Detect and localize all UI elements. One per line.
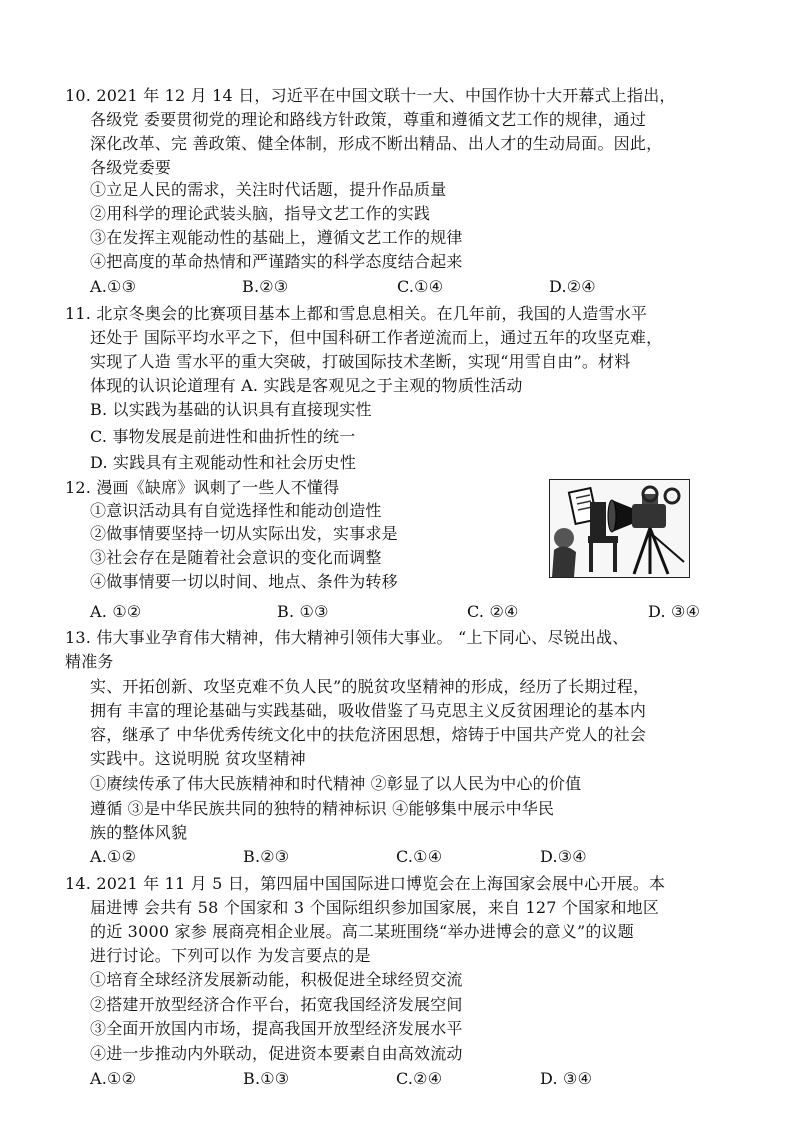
q10-line: 各级党委要 xyxy=(90,158,172,177)
q14-statement: ③全面开放国内市场，提高我国开放型经济发展水平 xyxy=(90,1019,463,1038)
q13-statement: 族的整体风貌 xyxy=(90,823,188,842)
q12-option-c[interactable]: C. ②④ xyxy=(467,602,519,621)
q13-option-d[interactable]: D.③④ xyxy=(540,847,587,866)
cartoon-image xyxy=(549,479,690,578)
q12-statement: ①意识活动具有自觉选择性和能动创造性 xyxy=(90,501,382,520)
q10-option-d[interactable]: D.②④ xyxy=(549,277,596,296)
q14-statement: ④进一步推动内外联动，促进资本要素自由高效流动 xyxy=(90,1044,463,1063)
q13-option-a[interactable]: A.①② xyxy=(90,847,137,866)
q11-line: 11. 北京冬奥会的比赛项目基本上都和雪息息相关。在几年前，我国的人造雪水平 xyxy=(65,304,648,323)
q13-line: 实践中。这说明脱 贫攻坚精神 xyxy=(90,749,306,768)
q10-line: 各级党 委要贯彻党的理论和路线方针政策，尊重和遵循文艺工作的规律，通过 xyxy=(90,110,647,129)
q13-line: 实、开拓创新、攻坚克难不负人民”的脱贫攻坚精神的形成，经历了长期过程， xyxy=(90,677,650,696)
q13-statement: ①赓续传承了伟大民族精神和时代精神 ②彰显了以人民为中心的价值 xyxy=(90,774,582,793)
q14-line: 进行讨论。下列可以作 为发言要点的是 xyxy=(90,946,371,965)
q14-line: 的近 3000 家参 展商亮相企业展。高二某班围绕“举办进博会的意义”的议题 xyxy=(90,922,634,941)
q13-statement: 遵循 ③是中华民族共同的独特的精神标识 ④能够集中展示中华民 xyxy=(90,799,555,818)
cartoon-illustration xyxy=(550,480,689,577)
q11-option-c[interactable]: C. 事物发展是前进性和曲折性的统一 xyxy=(90,427,356,446)
q12-statement: ②做事情要坚持一切从实际出发，实事求是 xyxy=(90,524,398,543)
q14-option-d[interactable]: D. ③④ xyxy=(540,1069,593,1088)
q12-option-a[interactable]: A. ①② xyxy=(90,602,142,621)
q13-option-c[interactable]: C.①④ xyxy=(396,847,443,866)
q10-statement: ④把高度的革命热情和严谨踏实的科学态度结合起来 xyxy=(90,252,463,271)
q10-line: 深化改革、完 善政策、健全体制，形成不断出精品、出人才的生动局面。因此， xyxy=(90,134,663,153)
q13-line: 容，继承了 中华优秀传统文化中的扶危济困思想，熔铸于中国共产党人的社会 xyxy=(90,725,647,744)
q10-line: 10. 2021 年 12 月 14 日，习近平在中国文联十一大、中国作协十大开幕式上指出， xyxy=(65,86,676,105)
q14-option-a[interactable]: A.①② xyxy=(90,1069,137,1088)
q10-option-b[interactable]: B.②③ xyxy=(242,277,289,296)
q13-line: 拥有 丰富的理论基础与实践基础，吸收借鉴了马克思主义反贫困理论的基本内 xyxy=(90,701,647,720)
q10-option-a[interactable]: A.①③ xyxy=(90,277,137,296)
q11-line: 还处于 国际平均水平之下，但中国科研工作者逆流而上，通过五年的攻坚克难， xyxy=(90,328,663,347)
q10-statement: ③在发挥主观能动性的基础上，遵循文艺工作的规律 xyxy=(90,228,463,247)
q10-statement: ②用科学的理论武装头脑，指导文艺工作的实践 xyxy=(90,204,431,223)
q10-statement: ①立足人民的需求，关注时代话题，提升作品质量 xyxy=(90,180,447,199)
q12-line: 12. 漫画《缺席》讽刺了一些人不懂得 xyxy=(65,478,340,497)
q11-line: 实现了人造 雪水平的重大突破，打破国际技术垄断，实现“用雪自由”。材料 xyxy=(90,352,631,371)
q13-option-b[interactable]: B.②③ xyxy=(243,847,290,866)
q12-statement: ④做事情要一切以时间、地点、条件为转移 xyxy=(90,572,398,591)
q14-line: 届进博 会共有 58 个国家和 3 个国际组织参加国家展，来自 127 个国家和地区 xyxy=(90,898,660,917)
q11-line: 体现的认识论道理有 A. 实践是客观见之于主观的物质性活动 xyxy=(90,376,523,395)
q14-statement: ①培育全球经济发展新动能，积极促进全球经贸交流 xyxy=(90,970,463,989)
q12-statement: ③社会存在是随着社会意识的变化而调整 xyxy=(90,548,382,567)
q13-line: 精准务 xyxy=(65,652,114,671)
q11-option-b[interactable]: B. 以实践为基础的认识具有直接现实性 xyxy=(90,400,372,419)
q14-statement: ②搭建开放型经济合作平台，拓宽我国经济发展空间 xyxy=(90,995,463,1014)
q10-option-c[interactable]: C.①④ xyxy=(397,277,444,296)
q11-option-d[interactable]: D. 实践具有主观能动性和社会历史性 xyxy=(90,453,357,472)
q13-line: 13. 伟大事业孕育伟大精神，伟大精神引领伟大事业。 “上下同心、尽锐出战、 xyxy=(65,628,629,647)
q12-option-d[interactable]: D. ③④ xyxy=(648,602,701,621)
q14-line: 14. 2021 年 11 月 5 日，第四届中国国际进口博览会在上海国家会展中心开展。本 xyxy=(65,874,666,893)
q14-option-c[interactable]: C.②④ xyxy=(396,1069,443,1088)
q12-option-b[interactable]: B. ①③ xyxy=(277,602,329,621)
q14-option-b[interactable]: B.①③ xyxy=(243,1069,290,1088)
